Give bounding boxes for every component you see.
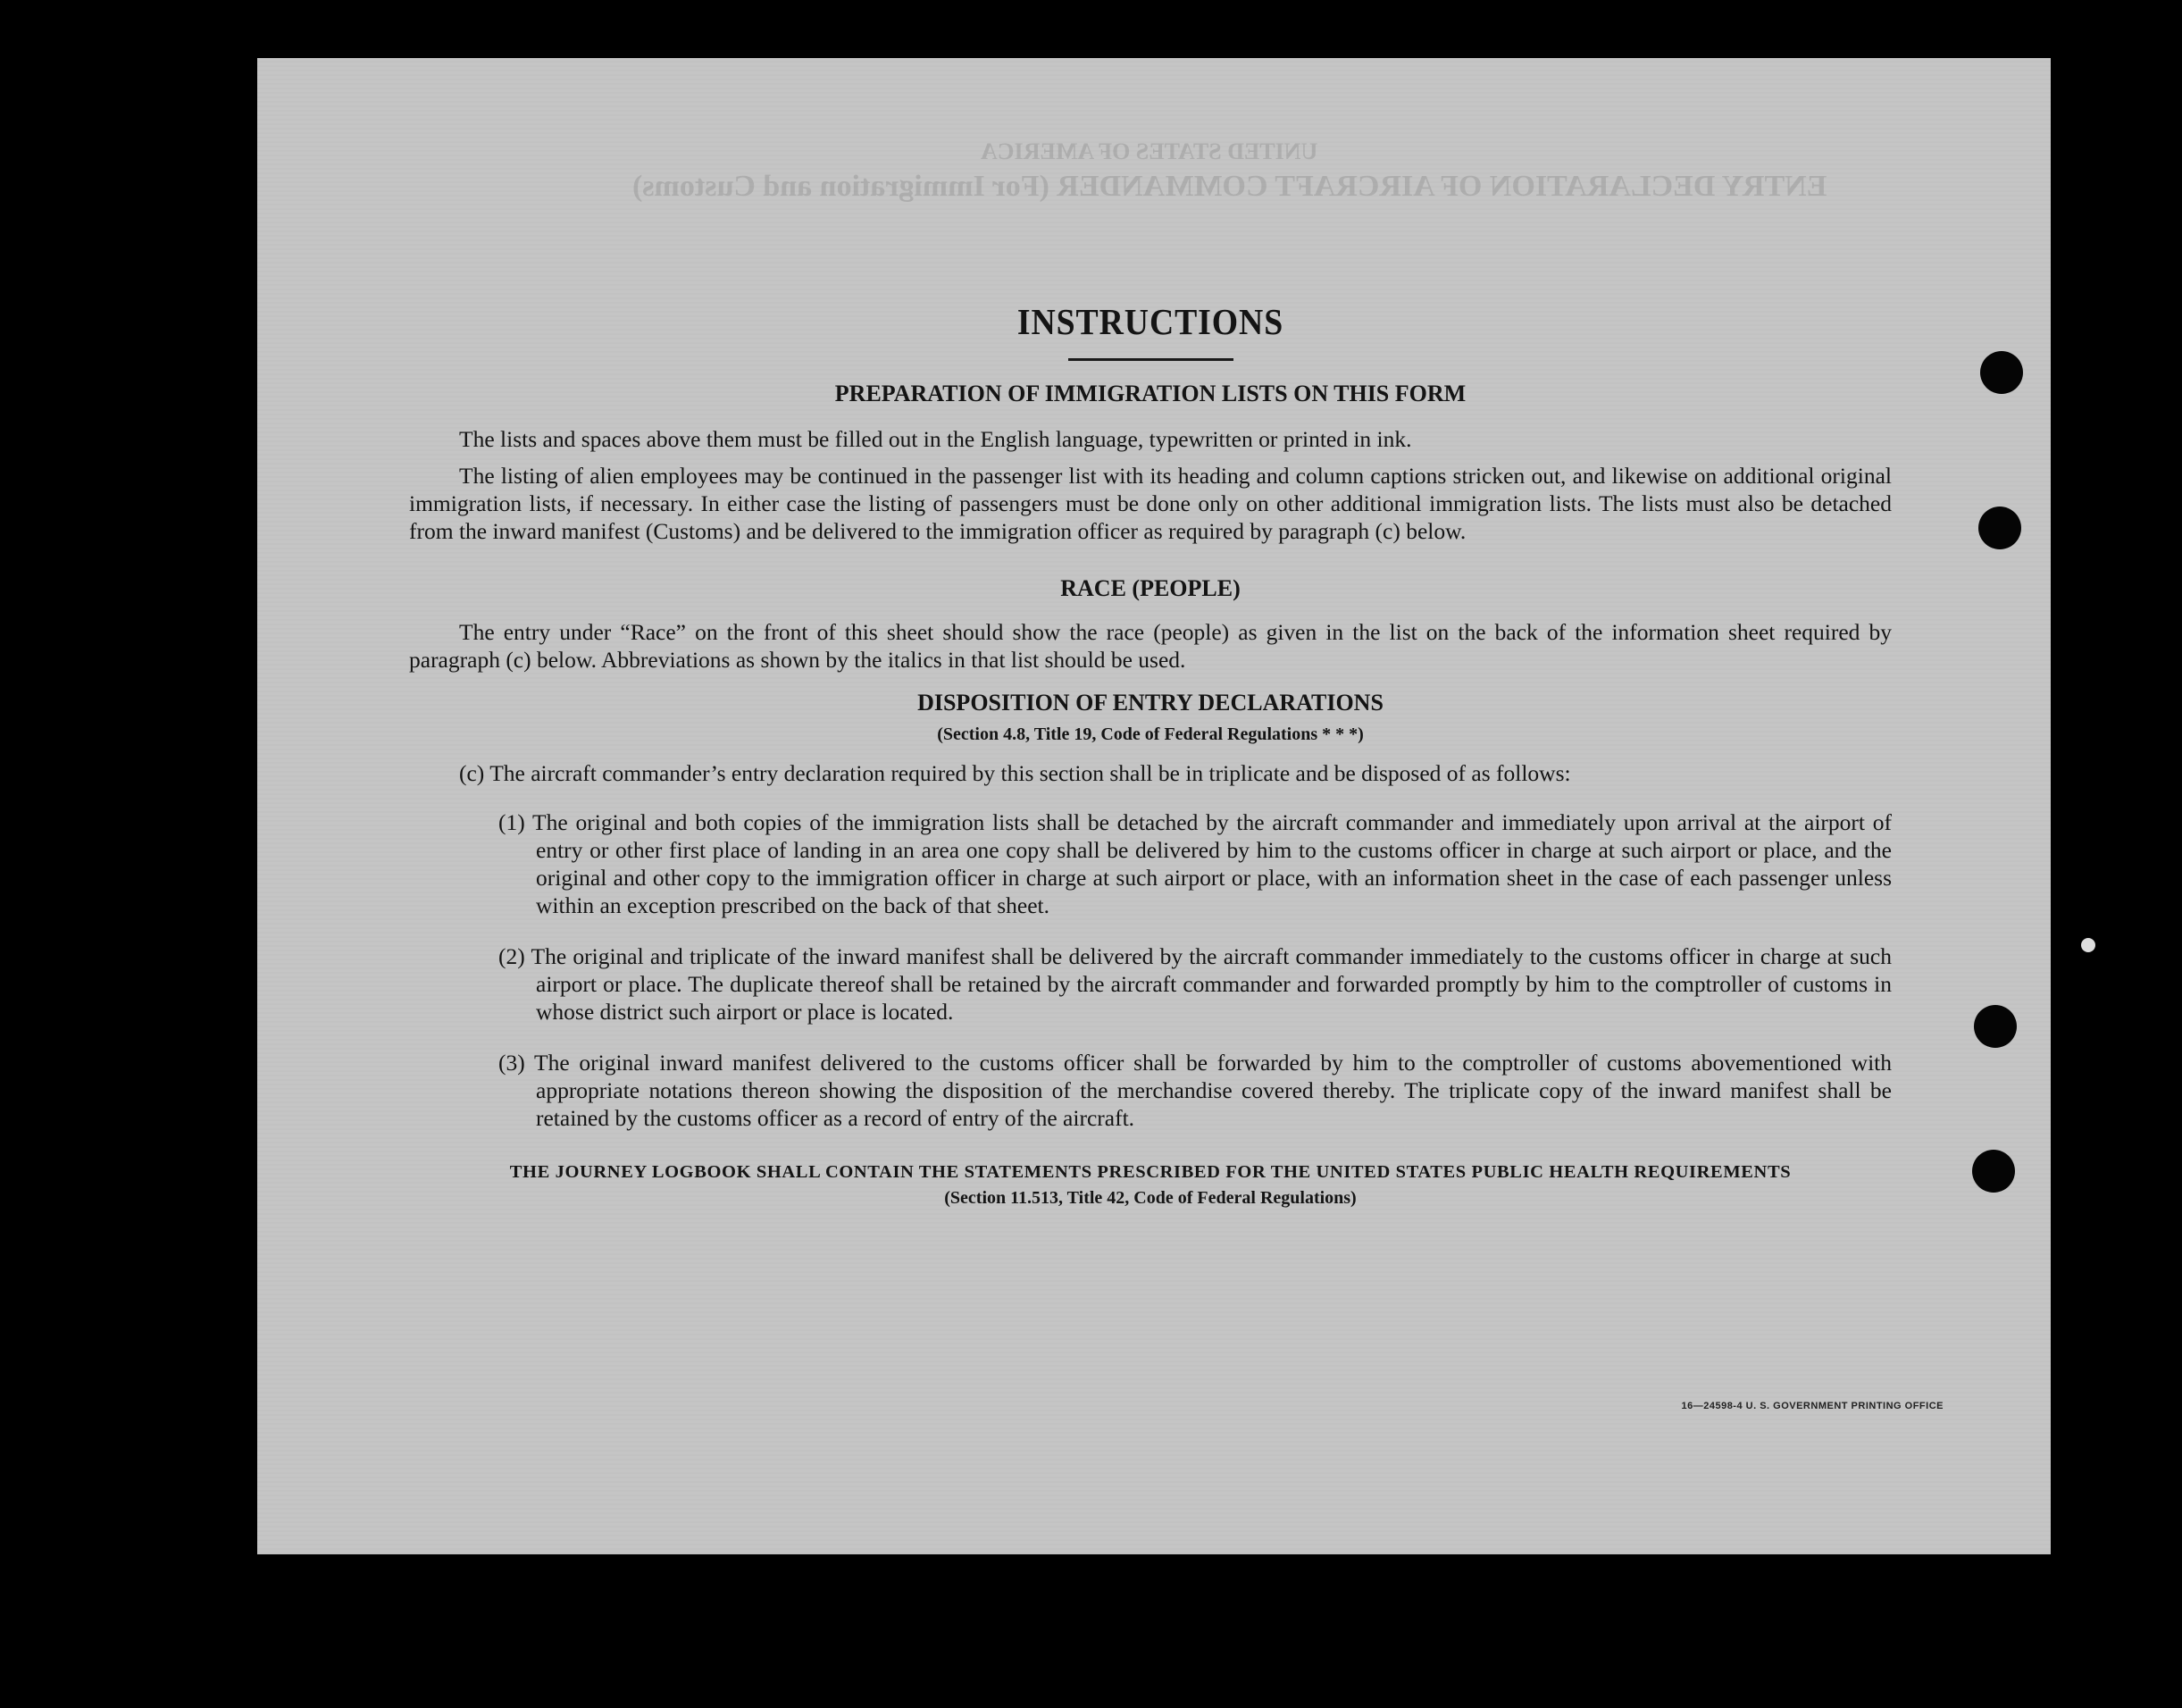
preparation-paragraph-2: The listing of alien employees may be continued in the passenger list with its heading and column captions stricken out, and likewise on additional original immigration lists, if necessary. In either case the listing of passengers must be done only on other additional immigration lists. The lists must also be detached from the inward manifest (Customs) and be delivered to the immigration officer as required by paragraph (c) below. xyxy=(409,463,1892,544)
bleed-through-line-1: UNITED STATES OF AMERICA xyxy=(981,138,1318,164)
disposition-item-2: (2) The original and triplicate of the inward manifest shall be delivered by the aircraft commander immediately to the customs officer in charge at such airport or place. The duplicate thereof shall be retained by the aircraft commander and forwarded promptly by him to the comptroller of customs in whose district such airport or place is located. xyxy=(498,943,1892,1025)
disposition-heading: DISPOSITION OF ENTRY DECLARATIONS xyxy=(917,690,1384,716)
document-sheet xyxy=(257,58,2051,1554)
punch-hole-1 xyxy=(1980,351,2023,394)
punch-hole-4 xyxy=(1972,1150,2015,1193)
bleed-through-line-2: ENTRY DECLARATION OF AIRCRAFT COMMANDER (For Immigration and Customs) xyxy=(632,170,1827,203)
disposition-item-3: (3) The original inward manifest delivered to the customs officer shall be forwarded by him to the comptroller of customs abovementioned with appropriate notations thereon showing the disposition of the merchandise covered thereby. The triplicate copy of the inward manifest shall be retained by the customs officer as a record of entry of the aircraft. xyxy=(498,1050,1892,1131)
disposition-item-1: (1) The original and both copies of the immigration lists shall be detached by the aircraft commander and immediately upon arrival at the airport of entry or other first place of landing in an area one copy shall be delivered by him to the customs officer in charge at such airport or place, and the original and other copy to the immigration officer in charge at such airport or place, with an information sheet in the case of each passenger unless within an exception prescribed on the back of that sheet. xyxy=(498,809,1892,918)
punch-hole-2 xyxy=(1978,507,2021,549)
preparation-paragraph-1: The lists and spaces above them must be filled out in the English language, typewritten or printed in ink. xyxy=(459,426,1412,452)
dust-speck xyxy=(2081,938,2095,952)
race-heading: RACE (PEOPLE) xyxy=(1060,575,1241,601)
page-title: INSTRUCTIONS xyxy=(1016,301,1284,342)
race-paragraph: The entry under “Race” on the front of this sheet should show the race (people) as given in the list on the back of the information sheet required by paragraph (c) below. Abbreviations as shown by the italics in that list should be used. xyxy=(409,619,1892,673)
public-health-statement: THE JOURNEY LOGBOOK SHALL CONTAIN THE STATEMENTS PRESCRIBED FOR THE UNITED STATES PUBLIC HEALTH REQUIREMENTS xyxy=(509,1162,1792,1182)
public-health-reference: (Section 11.513, Title 42, Code of Federal Regulations) xyxy=(944,1188,1357,1208)
instructions-content xyxy=(409,299,1892,1210)
printing-office-imprint: 16—24598-4 U. S. GOVERNMENT PRINTING OFFICE xyxy=(1681,1401,1944,1411)
title-underline xyxy=(1068,358,1233,361)
disposition-section-reference: (Section 4.8, Title 19, Code of Federal Regulations * * *) xyxy=(937,724,1364,744)
preparation-heading: PREPARATION OF IMMIGRATION LISTS ON THIS FORM xyxy=(834,381,1467,406)
punch-hole-3 xyxy=(1974,1005,2017,1048)
disposition-clause-c: (c) The aircraft commander’s entry declaration required by this section shall be in triplicate and be disposed of as follows: xyxy=(459,760,1571,786)
